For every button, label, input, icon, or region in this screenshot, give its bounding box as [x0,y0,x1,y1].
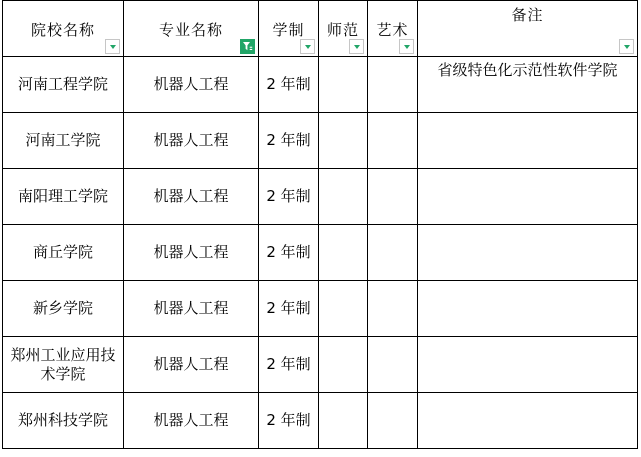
filtered-data-table [2,0,638,449]
school-cell[interactable]: 河南工程学院 [3,57,124,113]
normal-cell[interactable] [319,393,368,449]
filter-button-duration[interactable] [300,39,315,54]
normal-cell[interactable] [319,169,368,225]
remark-cell[interactable] [418,393,638,449]
header-remark-label: 备注 [511,6,544,24]
school-cell[interactable]: 南阳理工学院 [3,169,124,225]
header-duration-label: 学制 [272,21,305,39]
major-cell[interactable]: 机器人工程 [124,57,259,113]
remark-cell[interactable] [418,169,638,225]
header-major [124,1,259,57]
major-cell[interactable]: 机器人工程 [124,281,259,337]
table-row [3,225,638,281]
school-cell[interactable]: 河南工学院 [3,113,124,169]
header-college [3,1,124,57]
chevron-down-icon [110,45,116,49]
filter-button-normal[interactable] [349,39,364,54]
duration-cell[interactable]: 2 年制 [259,225,319,281]
art-cell[interactable] [368,169,418,225]
header-major-label: 专业名称 [158,21,223,39]
major-cell[interactable]: 机器人工程 [124,113,259,169]
major-cell[interactable]: 机器人工程 [124,393,259,449]
chevron-down-icon [354,45,360,49]
major-cell[interactable]: 机器人工程 [124,337,259,393]
chevron-down-icon [624,45,630,49]
school-cell[interactable]: 郑州工业应用技术学院 [3,337,124,393]
header-normal-label: 师范 [326,21,359,39]
header-duration [259,1,319,57]
filter-button-major[interactable] [240,39,255,54]
remark-cell[interactable] [418,337,638,393]
header-art-label: 艺术 [376,21,409,39]
remark-cell[interactable]: 省级特色化示范性软件学院 [418,57,638,113]
school-cell[interactable]: 商丘学院 [3,225,124,281]
school-cell[interactable]: 郑州科技学院 [3,393,124,449]
art-cell[interactable] [368,57,418,113]
duration-cell[interactable]: 2 年制 [259,113,319,169]
normal-cell[interactable] [319,281,368,337]
header-art [368,1,418,57]
normal-cell[interactable] [319,57,368,113]
remark-cell[interactable] [418,113,638,169]
art-cell[interactable] [368,337,418,393]
filter-button-remark[interactable] [619,39,634,54]
normal-cell[interactable] [319,337,368,393]
art-cell[interactable] [368,281,418,337]
duration-cell[interactable]: 2 年制 [259,169,319,225]
major-cell[interactable]: 机器人工程 [124,169,259,225]
header-row [3,1,638,57]
table-row [3,337,638,393]
major-cell[interactable]: 机器人工程 [124,225,259,281]
table-row [3,113,638,169]
header-normal [319,1,368,57]
art-cell[interactable] [368,113,418,169]
duration-cell[interactable]: 2 年制 [259,57,319,113]
table-row [3,281,638,337]
duration-cell[interactable]: 2 年制 [259,337,319,393]
table-row [3,393,638,449]
table-row [3,57,638,113]
header-college-label: 院校名称 [30,21,95,39]
chevron-down-icon [305,45,311,49]
art-cell[interactable] [368,393,418,449]
filter-button-art[interactable] [399,39,414,54]
filter-button-college[interactable] [105,39,120,54]
remark-cell[interactable] [418,281,638,337]
remark-cell[interactable] [418,225,638,281]
duration-cell[interactable]: 2 年制 [259,281,319,337]
duration-cell[interactable]: 2 年制 [259,393,319,449]
chevron-down-icon [404,45,410,49]
art-cell[interactable] [368,225,418,281]
normal-cell[interactable] [319,225,368,281]
header-remark [418,1,638,57]
school-cell[interactable]: 新乡学院 [3,281,124,337]
normal-cell[interactable] [319,113,368,169]
table-row [3,169,638,225]
funnel-filter-icon [242,41,253,52]
